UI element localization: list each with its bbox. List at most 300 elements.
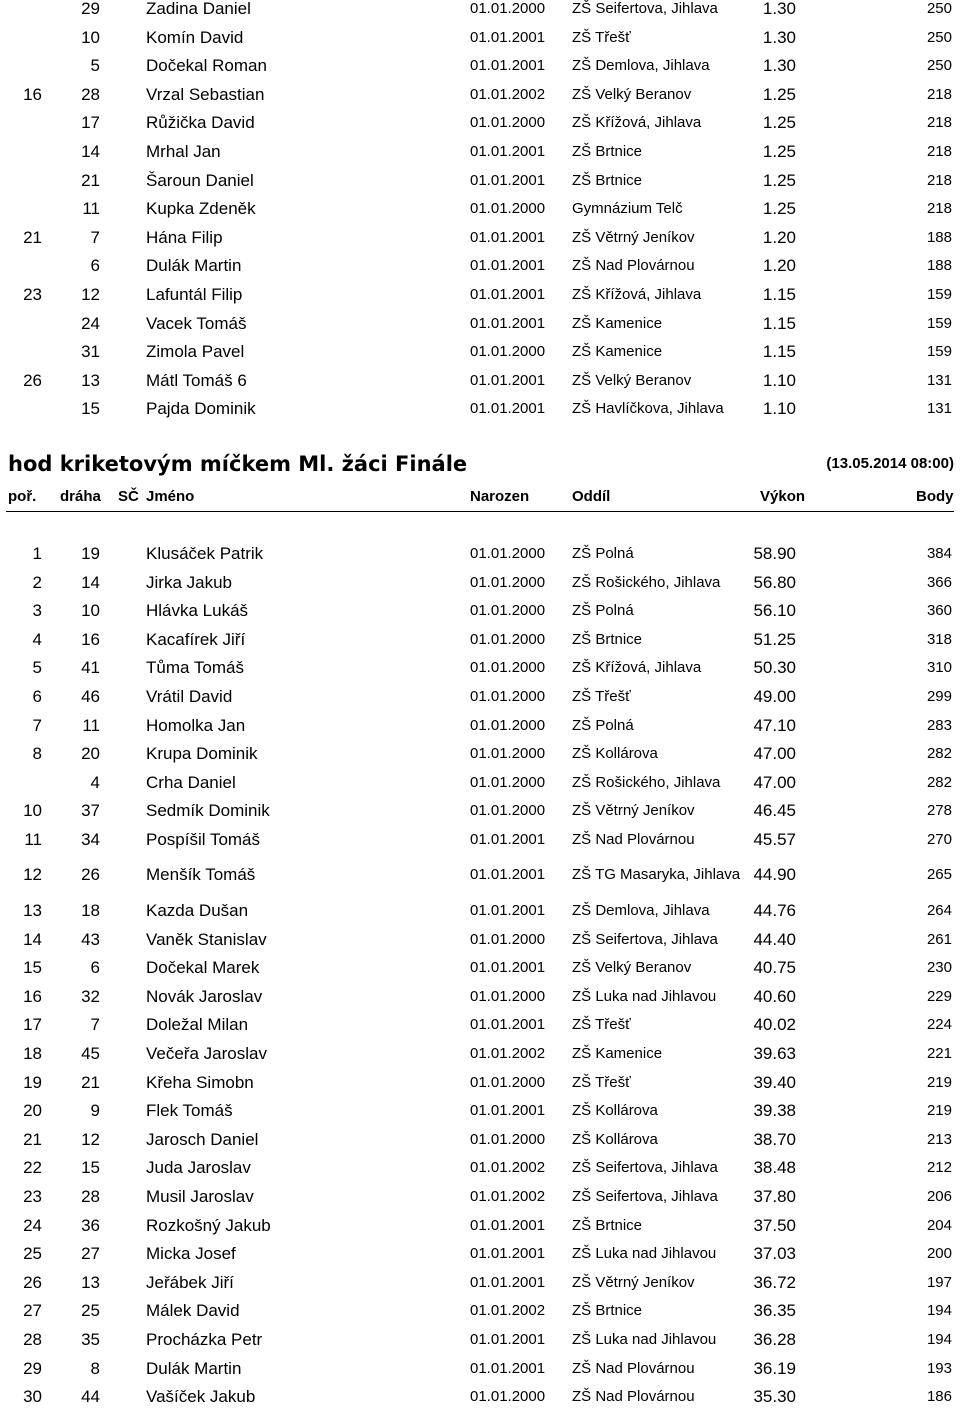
header-pts: Body [916, 488, 954, 505]
table-row [0, 1297, 960, 1325]
cell-perf: 56.10 [753, 601, 796, 620]
cell-name: Sedmík Dominik [146, 801, 270, 820]
cell-perf: 38.48 [753, 1158, 796, 1177]
cell-born: 01.01.2000 [470, 343, 546, 360]
cell-rank: 29 [23, 1359, 42, 1378]
cell-lane: 44 [81, 1387, 100, 1406]
cell-name: Novák Jaroslav [146, 987, 263, 1006]
cell-perf: 1.15 [762, 285, 796, 304]
cell-rank: 16 [23, 85, 42, 104]
table-row [0, 926, 960, 954]
cell-club: ZŠ Nad Plovárnou [572, 1388, 695, 1405]
cell-born: 01.01.2001 [470, 1360, 546, 1377]
cell-perf: 44.40 [753, 930, 796, 949]
cell-pts: 264 [926, 902, 952, 919]
cell-club: ZŠ Polná [572, 717, 634, 734]
cell-pts: 229 [926, 988, 952, 1005]
cell-lane: 15 [81, 1158, 100, 1177]
table-row [0, 1097, 960, 1125]
table-row [0, 861, 960, 889]
cell-rank: 24 [23, 1216, 42, 1235]
cell-name: Juda Jaroslav [146, 1158, 251, 1177]
header-lane: dráha [60, 488, 101, 505]
cell-born: 01.01.2000 [470, 717, 546, 734]
cell-rank: 8 [32, 744, 42, 763]
cell-name: Tůma Tomáš [146, 658, 244, 677]
cell-perf: 1.10 [762, 399, 796, 418]
cell-perf: 51.25 [753, 630, 796, 649]
cell-rank: 15 [23, 958, 42, 977]
cell-born: 01.01.2001 [470, 257, 546, 274]
table-row [0, 597, 960, 625]
cell-name: Dočekal Roman [146, 56, 267, 75]
cell-lane: 28 [81, 1187, 100, 1206]
cell-lane: 7 [90, 1015, 100, 1034]
cell-name: Dočekal Marek [146, 958, 260, 977]
cell-born: 01.01.2001 [470, 29, 546, 46]
cell-born: 01.01.2001 [470, 1245, 546, 1262]
cell-born: 01.01.2001 [470, 400, 546, 417]
cell-perf: 36.72 [753, 1273, 796, 1292]
cell-pts: 282 [926, 745, 952, 762]
cell-pts: 131 [926, 372, 952, 389]
cell-rank: 3 [32, 601, 42, 620]
cell-club: ZŠ Brtnice [572, 1217, 643, 1234]
cell-born: 01.01.2001 [470, 866, 546, 883]
table-row [0, 52, 960, 80]
cell-perf: 56.80 [753, 573, 796, 592]
cell-perf: 39.40 [753, 1073, 796, 1092]
cell-lane: 6 [90, 958, 100, 977]
cell-perf: 45.57 [753, 830, 796, 849]
cell-club: ZŠ Kamenice [572, 1045, 663, 1062]
cell-rank: 23 [23, 285, 42, 304]
cell-pts: 204 [926, 1217, 952, 1234]
cell-rank: 17 [23, 1015, 42, 1034]
table-row [0, 1212, 960, 1240]
cell-name: Vašíček Jakub [146, 1387, 256, 1406]
cell-name: Homolka Jan [146, 716, 246, 735]
cell-name: Crha Daniel [146, 773, 236, 792]
cell-perf: 39.63 [753, 1044, 796, 1063]
cell-name: Mrhal Jan [146, 142, 221, 161]
cell-club: ZŠ Kamenice [572, 315, 663, 332]
table-row [0, 195, 960, 223]
cell-lane: 16 [81, 630, 100, 649]
cell-club: ZŠ Třešť [572, 688, 631, 705]
cell-pts: 282 [926, 774, 952, 791]
cell-lane: 7 [90, 228, 100, 247]
cell-club: ZŠ Křížová, Jihlava [572, 659, 702, 676]
cell-born: 01.01.2000 [470, 631, 546, 648]
cell-pts: 265 [926, 866, 952, 883]
cell-name: Kacafírek Jiří [146, 630, 246, 649]
cell-pts: 218 [926, 114, 952, 131]
cell-club: ZŠ Brtnice [572, 631, 643, 648]
cell-born: 01.01.2000 [470, 602, 546, 619]
table-row [0, 1011, 960, 1039]
cell-pts: 366 [926, 574, 952, 591]
table-row [0, 797, 960, 825]
cell-lane: 32 [81, 987, 100, 1006]
cell-perf: 40.02 [753, 1015, 796, 1034]
header-name: Jméno [146, 488, 195, 505]
table-row [0, 252, 960, 280]
cell-born: 01.01.2000 [470, 1131, 546, 1148]
table-row [0, 1126, 960, 1154]
cell-pts: 131 [926, 400, 952, 417]
cell-perf: 1.30 [762, 28, 796, 47]
cell-club: ZŠ Rošického, Jihlava [572, 774, 721, 791]
cell-pts: 159 [926, 286, 952, 303]
cell-pts: 219 [926, 1074, 952, 1091]
cell-pts: 230 [926, 959, 952, 976]
cell-lane: 11 [82, 199, 100, 218]
table-row [0, 109, 960, 137]
cell-pts: 193 [926, 1360, 952, 1377]
cell-born: 01.01.2001 [470, 1102, 546, 1119]
cell-name: Pospíšil Tomáš [146, 830, 261, 849]
cell-lane: 18 [81, 901, 100, 920]
cell-born: 01.01.2001 [470, 959, 546, 976]
cell-perf: 47.00 [753, 744, 796, 763]
cell-lane: 43 [81, 930, 100, 949]
cell-rank: 18 [23, 1044, 42, 1063]
table-row [0, 769, 960, 797]
cell-perf: 1.20 [762, 256, 796, 275]
cell-perf: 36.19 [753, 1359, 796, 1378]
cell-lane: 14 [81, 142, 100, 161]
cell-perf: 1.15 [762, 342, 796, 361]
cell-club: ZŠ Velký Beranov [572, 372, 692, 389]
cell-pts: 159 [926, 343, 952, 360]
cell-rank: 21 [23, 228, 42, 247]
cell-lane: 45 [81, 1044, 100, 1063]
cell-rank: 5 [32, 658, 42, 677]
cell-born: 01.01.2001 [470, 57, 546, 74]
cell-perf: 1.25 [762, 113, 796, 132]
cell-club: ZŠ Nad Plovárnou [572, 831, 695, 848]
cell-lane: 4 [90, 773, 100, 792]
cell-lane: 20 [81, 744, 100, 763]
cell-perf: 44.90 [753, 865, 796, 884]
table-row [0, 1269, 960, 1297]
cell-name: Dulák Martin [146, 1359, 242, 1378]
cell-pts: 224 [926, 1016, 952, 1033]
cell-born: 01.01.2001 [470, 229, 546, 246]
table-row [0, 310, 960, 338]
cell-name: Dulák Martin [146, 256, 242, 275]
cell-lane: 25 [81, 1301, 100, 1320]
table-row [0, 1383, 960, 1411]
cell-born: 01.01.2000 [470, 114, 546, 131]
cell-born: 01.01.2001 [470, 1331, 546, 1348]
table-row [0, 1183, 960, 1211]
table-row [0, 540, 960, 568]
cell-club: ZŠ Luka nad Jihlavou [572, 1245, 717, 1262]
cell-rank: 1 [32, 544, 42, 563]
cell-lane: 15 [81, 399, 100, 418]
cell-rank: 16 [23, 987, 42, 1006]
table-row [0, 983, 960, 1011]
cell-pts: 186 [926, 1388, 952, 1405]
cell-club: ZŠ Polná [572, 602, 634, 619]
cell-name: Mátl Tomáš 6 [146, 371, 247, 390]
cell-born: 01.01.2000 [470, 1074, 546, 1091]
cell-perf: 1.25 [762, 199, 796, 218]
cell-club: ZŠ Kollárova [572, 1102, 658, 1119]
cell-pts: 206 [926, 1188, 952, 1205]
cell-pts: 318 [926, 631, 952, 648]
cell-born: 01.01.2002 [470, 86, 546, 103]
cell-born: 01.01.2001 [470, 315, 546, 332]
table-row [0, 1040, 960, 1068]
cell-perf: 1.10 [762, 371, 796, 390]
cell-born: 01.01.2001 [470, 372, 546, 389]
event-datetime: (13.05.2014 08:00) [826, 455, 954, 472]
cell-club: ZŠ Demlova, Jihlava [572, 57, 710, 74]
cell-pts: 200 [926, 1245, 952, 1262]
cell-lane: 28 [81, 85, 100, 104]
cell-perf: 40.75 [753, 958, 796, 977]
cell-name: Musil Jaroslav [146, 1187, 254, 1206]
cell-lane: 19 [81, 544, 100, 563]
cell-perf: 46.45 [753, 801, 796, 820]
cell-perf: 50.30 [753, 658, 796, 677]
cell-name: Zimola Pavel [146, 342, 245, 361]
cell-club: ZŠ Třešť [572, 1016, 631, 1033]
cell-name: Večeřa Jaroslav [146, 1044, 267, 1063]
cell-born: 01.01.2001 [470, 1274, 546, 1291]
cell-club: ZŠ Kamenice [572, 343, 663, 360]
cell-born: 01.01.2002 [470, 1302, 546, 1319]
cell-name: Vrzal Sebastian [146, 85, 265, 104]
cell-club: ZŠ Seifertova, Jihlava [572, 931, 718, 948]
cell-club: ZŠ Třešť [572, 29, 631, 46]
cell-perf: 47.00 [753, 773, 796, 792]
cell-club: ZŠ Demlova, Jihlava [572, 902, 710, 919]
cell-lane: 26 [81, 865, 100, 884]
cell-pts: 218 [926, 200, 952, 217]
cell-rank: 25 [23, 1244, 42, 1263]
cell-club: ZŠ Nad Plovárnou [572, 1360, 695, 1377]
table-row [0, 367, 960, 395]
cell-club: ZŠ Polná [572, 545, 634, 562]
cell-born: 01.01.2000 [470, 931, 546, 948]
cell-rank: 14 [23, 930, 42, 949]
cell-lane: 34 [81, 830, 100, 849]
cell-perf: 1.25 [762, 85, 796, 104]
cell-perf: 37.03 [753, 1244, 796, 1263]
table-row [0, 167, 960, 195]
cell-pts: 360 [926, 602, 952, 619]
cell-club: ZŠ Brtnice [572, 143, 643, 160]
cell-perf: 1.25 [762, 142, 796, 161]
cell-pts: 197 [926, 1274, 952, 1291]
table-row [0, 224, 960, 252]
cell-club: ZŠ Velký Beranov [572, 959, 692, 976]
cell-born: 01.01.2001 [470, 902, 546, 919]
cell-name: Hlávka Lukáš [146, 601, 249, 620]
cell-club: ZŠ Luka nad Jihlavou [572, 1331, 717, 1348]
cell-rank: 6 [32, 687, 42, 706]
cell-rank: 11 [24, 830, 42, 849]
cell-name: Rozkošný Jakub [146, 1216, 271, 1235]
cell-club: ZŠ Seifertova, Jihlava [572, 1159, 718, 1176]
cell-born: 01.01.2000 [470, 774, 546, 791]
cell-rank: 2 [32, 573, 42, 592]
table-row [0, 826, 960, 854]
cell-pts: 250 [926, 0, 952, 17]
table-row [0, 395, 960, 423]
cell-pts: 221 [926, 1045, 952, 1062]
cell-perf: 58.90 [753, 544, 796, 563]
cell-born: 01.01.2000 [470, 0, 546, 17]
cell-pts: 188 [926, 257, 952, 274]
cell-name: Komín David [146, 28, 244, 47]
header-bib: SČ [118, 488, 139, 505]
cell-lane: 21 [81, 171, 100, 190]
cell-lane: 9 [90, 1101, 100, 1120]
cell-perf: 36.28 [753, 1330, 796, 1349]
cell-born: 01.01.2000 [470, 200, 546, 217]
cell-rank: 20 [23, 1101, 42, 1120]
cell-born: 01.01.2001 [470, 286, 546, 303]
cell-perf: 37.80 [753, 1187, 796, 1206]
cell-born: 01.01.2002 [470, 1045, 546, 1062]
header-rank: poř. [8, 488, 37, 505]
cell-pts: 218 [926, 143, 952, 160]
cell-club: ZŠ Velký Beranov [572, 86, 692, 103]
cell-lane: 12 [81, 285, 100, 304]
cell-pts: 159 [926, 315, 952, 332]
cell-name: Zadina Daniel [146, 0, 251, 18]
cell-name: Procházka Petr [146, 1330, 263, 1349]
cell-club: Gymnázium Telč [572, 200, 683, 217]
cell-pts: 299 [926, 688, 952, 705]
cell-perf: 39.38 [753, 1101, 796, 1120]
cell-name: Doležal Milan [146, 1015, 249, 1034]
cell-club: ZŠ Větrný Jeníkov [572, 802, 695, 819]
cell-lane: 37 [81, 801, 100, 820]
cell-name: Šaroun Daniel [146, 171, 254, 190]
cell-perf: 36.35 [753, 1301, 796, 1320]
table-row [0, 954, 960, 982]
cell-rank: 30 [23, 1387, 42, 1406]
cell-lane: 31 [81, 342, 100, 361]
cell-born: 01.01.2002 [470, 1188, 546, 1205]
cell-name: Pajda Dominik [146, 399, 256, 418]
cell-name: Krupa Dominik [146, 744, 258, 763]
cell-club: ZŠ Křížová, Jihlava [572, 114, 702, 131]
cell-born: 01.01.2001 [470, 143, 546, 160]
cell-club: ZŠ Rošického, Jihlava [572, 574, 721, 591]
cell-lane: 46 [81, 687, 100, 706]
cell-born: 01.01.2000 [470, 802, 546, 819]
cell-born: 01.01.2000 [470, 688, 546, 705]
cell-club: ZŠ Seifertova, Jihlava [572, 1188, 718, 1205]
cell-born: 01.01.2000 [470, 574, 546, 591]
table-row [0, 654, 960, 682]
table-row [0, 1154, 960, 1182]
cell-club: ZŠ Seifertova, Jihlava [572, 0, 718, 17]
cell-born: 01.01.2002 [470, 1159, 546, 1176]
cell-lane: 36 [81, 1216, 100, 1235]
table-row [0, 683, 960, 711]
cell-rank: 28 [23, 1330, 42, 1349]
cell-name: Flek Tomáš [146, 1101, 233, 1120]
table-row [0, 338, 960, 366]
cell-rank: 19 [23, 1073, 42, 1092]
cell-rank: 26 [23, 371, 42, 390]
cell-lane: 24 [81, 314, 100, 333]
header-divider [6, 511, 954, 512]
cell-rank: 26 [23, 1273, 42, 1292]
cell-born: 01.01.2000 [470, 659, 546, 676]
cell-name: Jarosch Daniel [146, 1130, 259, 1149]
cell-pts: 278 [926, 802, 952, 819]
cell-rank: 23 [23, 1187, 42, 1206]
cell-pts: 212 [926, 1159, 952, 1176]
cell-name: Růžička David [146, 113, 255, 132]
cell-perf: 37.50 [753, 1216, 796, 1235]
cell-lane: 14 [81, 573, 100, 592]
cell-pts: 219 [926, 1102, 952, 1119]
cell-pts: 283 [926, 717, 952, 734]
cell-rank: 12 [23, 865, 42, 884]
cell-born: 01.01.2001 [470, 831, 546, 848]
cell-pts: 188 [926, 229, 952, 246]
cell-lane: 17 [81, 113, 100, 132]
table-row [0, 626, 960, 654]
cell-club: ZŠ Brtnice [572, 1302, 643, 1319]
cell-perf: 47.10 [753, 716, 796, 735]
cell-born: 01.01.2000 [470, 745, 546, 762]
cell-born: 01.01.2000 [470, 1388, 546, 1405]
table-row [0, 81, 960, 109]
cell-lane: 13 [81, 1273, 100, 1292]
cell-born: 01.01.2001 [470, 1016, 546, 1033]
cell-pts: 250 [926, 57, 952, 74]
cell-born: 01.01.2001 [470, 172, 546, 189]
table-row [0, 0, 960, 23]
cell-perf: 1.20 [762, 228, 796, 247]
cell-rank: 4 [32, 630, 42, 649]
table-row [0, 569, 960, 597]
cell-lane: 29 [81, 0, 100, 18]
cell-pts: 218 [926, 172, 952, 189]
cell-name: Lafuntál Filip [146, 285, 243, 304]
cell-perf: 38.70 [753, 1130, 796, 1149]
cell-lane: 5 [90, 56, 100, 75]
cell-name: Vaněk Stanislav [146, 930, 267, 949]
table-row [0, 24, 960, 52]
cell-club: ZŠ Větrný Jeníkov [572, 1274, 695, 1291]
cell-lane: 11 [82, 716, 100, 735]
cell-name: Jirka Jakub [146, 573, 232, 592]
cell-perf: 49.00 [753, 687, 796, 706]
cell-name: Kazda Dušan [146, 901, 249, 920]
cell-perf: 40.60 [753, 987, 796, 1006]
cell-name: Kupka Zdeněk [146, 199, 256, 218]
cell-club: ZŠ Křížová, Jihlava [572, 286, 702, 303]
cell-born: 01.01.2000 [470, 988, 546, 1005]
cell-name: Křeha Simobn [146, 1073, 254, 1092]
cell-pts: 213 [926, 1131, 952, 1148]
table-row [0, 740, 960, 768]
cell-lane: 27 [81, 1244, 100, 1263]
cell-club: ZŠ Kollárova [572, 745, 658, 762]
